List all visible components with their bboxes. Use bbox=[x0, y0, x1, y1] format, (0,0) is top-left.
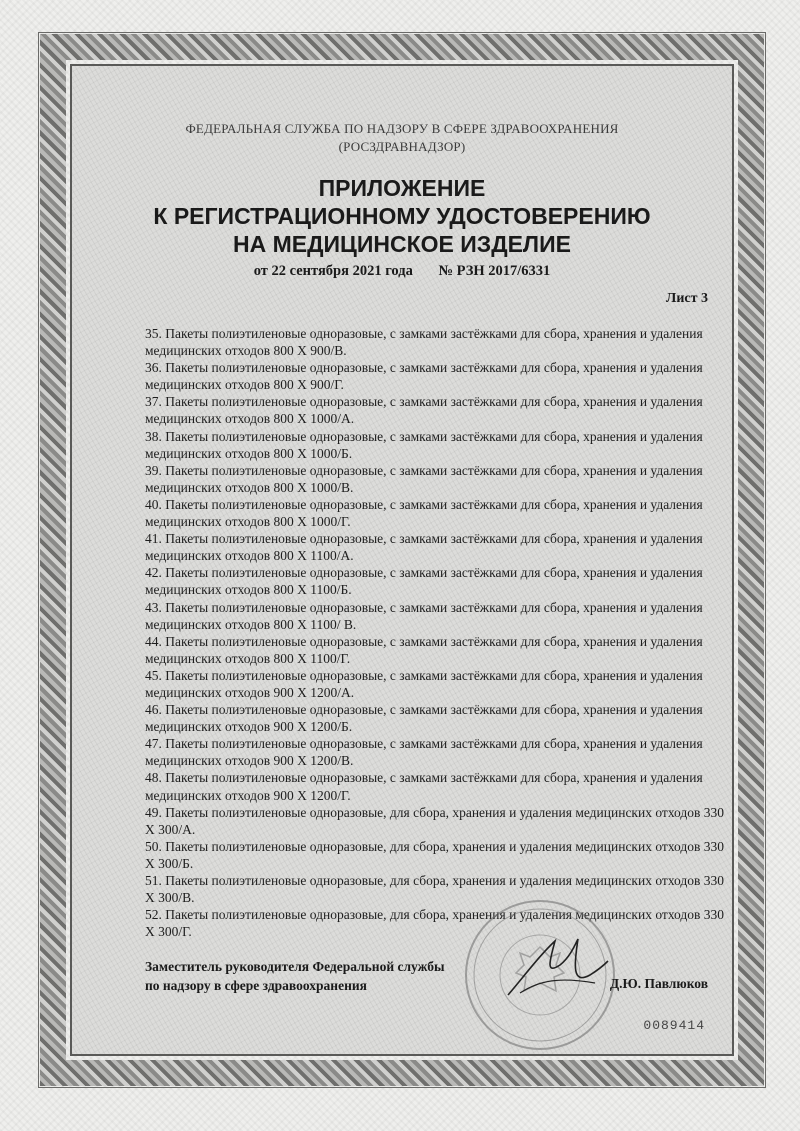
list-item: 49. Пакеты полиэтиленовые одноразовые, для сбора, хранения и удаления медицинских отходов 330 Х 300/А. bbox=[145, 804, 725, 837]
title-line-2: К РЕГИСТРАЦИОННОМУ УДОСТОВЕРЕНИЮ bbox=[153, 203, 651, 229]
list-item: 41. Пакеты полиэтиленовые одноразовые, с замками застёжками для сбора, хранения и удаления медицинских отходов 800 Х 1100/А. bbox=[145, 531, 703, 564]
list-item: 42. Пакеты полиэтиленовые одноразовые, с замками застёжками для сбора, хранения и удаления медицинских отходов 800 Х 1100/Б. bbox=[145, 565, 703, 598]
list-item: 44. Пакеты полиэтиленовые одноразовые, с замками застёжками для сбора, хранения и удаления медицинских отходов 800 Х 1100/Г. bbox=[145, 633, 703, 666]
list-item: 45. Пакеты полиэтиленовые одноразовые, с замками застёжками для сбора, хранения и удаления медицинских отходов 900 Х 1200/А. bbox=[145, 667, 703, 700]
sheet-number: Лист 3 bbox=[665, 291, 708, 306]
list-item: 43. Пакеты полиэтиленовые одноразовые, с замками застёжками для сбора, хранения и удаления медицинских отходов 800 Х 1100/ В. bbox=[145, 599, 703, 632]
list-item: 37. Пакеты полиэтиленовые одноразовые, с замками застёжками для сбора, хранения и удаления медицинских отходов 800 Х 1000/А. bbox=[145, 394, 703, 427]
agency-abbreviation: (РОСЗДРАВНАДЗОР) bbox=[338, 139, 466, 154]
list-item: 50. Пакеты полиэтиленовые одноразовые, для сбора, хранения и удаления медицинских отходов 330 Х 300/Б. bbox=[145, 838, 725, 871]
signer-title-line-1: Заместитель руководителя Федеральной службы bbox=[145, 959, 445, 974]
registration-line bbox=[72, 263, 732, 280]
list-item: 48. Пакеты полиэтиленовые одноразовые, с замками застёжками для сбора, хранения и удаления медицинских отходов 900 Х 1200/Г. bbox=[145, 770, 703, 803]
document-title bbox=[72, 174, 732, 258]
signer-name: Д.Ю. Павлюков bbox=[609, 976, 708, 991]
list-item: 38. Пакеты полиэтиленовые одноразовые, с замками застёжками для сбора, хранения и удаления медицинских отходов 800 Х 1000/Б. bbox=[145, 428, 703, 461]
form-serial-number: 0089414 bbox=[643, 1018, 705, 1033]
registration-date: от 22 сентября 2021 года bbox=[253, 263, 413, 279]
agency-name: ФЕДЕРАЛЬНАЯ СЛУЖБА ПО НАДЗОРУ В СФЕРЕ ЗДРАВООХРАНЕНИЯ bbox=[185, 121, 619, 136]
list-item: 51. Пакеты полиэтиленовые одноразовые, для сбора, хранения и удаления медицинских отходов 330 Х 300/В. bbox=[145, 873, 725, 906]
signer-title bbox=[145, 957, 445, 995]
title-line-3: НА МЕДИЦИНСКОЕ ИЗДЕЛИЕ bbox=[233, 231, 571, 257]
product-list bbox=[145, 325, 725, 940]
signer-title-line-2: по надзору в сфере здравоохранения bbox=[145, 978, 367, 993]
registration-number: № РЗН 2017/6331 bbox=[438, 263, 551, 279]
list-item: 46. Пакеты полиэтиленовые одноразовые, с замками застёжками для сбора, хранения и удаления медицинских отходов 900 Х 1200/Б. bbox=[145, 702, 703, 735]
list-item: 52. Пакеты полиэтиленовые одноразовые, для сбора, хранения и удаления медицинских отходов 330 Х 300/Г. bbox=[145, 907, 725, 940]
list-item: 35. Пакеты полиэтиленовые одноразовые, с замками застёжками для сбора, хранения и удаления медицинских отходов 800 Х 900/В. bbox=[145, 326, 703, 359]
agency-header bbox=[72, 120, 732, 156]
signature-icon bbox=[500, 935, 610, 1005]
title-line-1: ПРИЛОЖЕНИЕ bbox=[318, 175, 486, 201]
list-item: 47. Пакеты полиэтиленовые одноразовые, с замками застёжками для сбора, хранения и удаления медицинских отходов 900 Х 1200/В. bbox=[145, 736, 703, 769]
list-item: 40. Пакеты полиэтиленовые одноразовые, с замками застёжками для сбора, хранения и удаления медицинских отходов 800 Х 1000/Г. bbox=[145, 496, 703, 530]
list-item: 36. Пакеты полиэтиленовые одноразовые, с замками застёжками для сбора, хранения и удаления медицинских отходов 800 Х 900/Г. bbox=[145, 360, 703, 393]
list-item: 39. Пакеты полиэтиленовые одноразовые, с замками застёжками для сбора, хранения и удаления медицинских отходов 800 Х 1000/В. bbox=[145, 462, 703, 495]
